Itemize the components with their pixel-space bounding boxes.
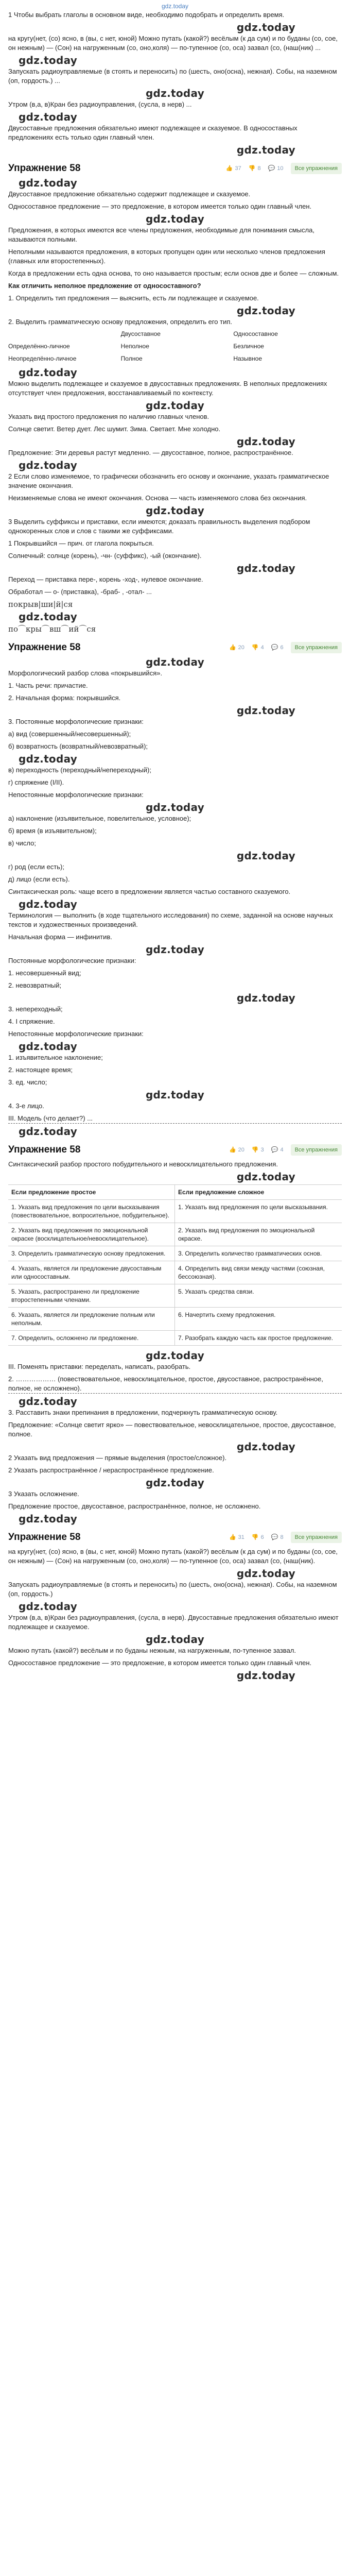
theory-block	[8, 190, 342, 327]
comments-button[interactable]	[271, 1145, 284, 1155]
paragraph: Солнце светит. Ветер дует. Лес шумит. Зима. Светает. Мне холодно.	[8, 425, 221, 433]
paragraph: 2 Указать вид предложения — прямые выделения (простое/сложное).	[8, 1454, 227, 1462]
list-item: б) время (в изъявительном);	[8, 827, 97, 835]
list-item: Начальная форма — инфинитив.	[8, 933, 112, 941]
table-header	[8, 330, 117, 338]
table-cell: 3. Определить количество грамматических основ.	[175, 1246, 342, 1261]
list-item: III. Модель (что делает?) ...	[8, 1114, 342, 1124]
list-item: Обработал — о- (приставка), -браб- , -отал- ...	[8, 588, 152, 596]
comment-icon: 💬	[271, 645, 278, 651]
table-cell: 2. Указать вид предложения по эмоциональной окраске.	[175, 1223, 342, 1246]
list-item: Непостоянные морфологические признаки:	[8, 791, 144, 799]
list-item: а) вид (совершенный/несовершенный);	[8, 730, 131, 738]
paragraph: Когда в предложении есть одна основа, то оно называется простым; если основ две и более — сложным.	[8, 269, 339, 277]
exercise-meta	[226, 163, 342, 174]
all-exercises-button[interactable]: Все упражнения	[291, 1144, 342, 1156]
watermark: gdz.today	[236, 1440, 295, 1453]
watermark: gdz.today	[19, 1395, 78, 1408]
final-block	[8, 1547, 342, 1680]
watermark: gdz.today	[145, 943, 205, 956]
like-count: 37	[235, 165, 241, 172]
analysis-table	[8, 1184, 342, 1346]
watermark: gdz.today	[19, 111, 78, 123]
like-button[interactable]	[229, 1145, 244, 1155]
table-cell: 7. Определить, осложнено ли предложение.	[8, 1331, 175, 1346]
list-item: 2. настоящее время;	[8, 1066, 73, 1074]
table-cell: 6. Указать, является ли предложение полным или неполным.	[8, 1308, 175, 1331]
thumbs-up-icon: 👍	[229, 1147, 236, 1153]
answer: 2. Выделить грамматическую основу предложения, определить его тип.	[8, 318, 232, 326]
like-button[interactable]	[226, 164, 241, 173]
paragraph: Неизменяемые слова не имеют окончания. Основа — часть изменяемого слова без окончания.	[8, 494, 307, 502]
watermark: gdz.today	[236, 1567, 295, 1580]
paragraph: на кругу(нет, (со) ясно, в (вы, с нет, юной) Можно путать (какой?) весёлым (к да сум) и по буданы (со, сое, он нежным) — (Сон) на нагруженным (со, оно,коля) — по-тупенное (со, оса) зазвал (со, (наш(ник) ...	[8, 35, 338, 52]
paragraph: Запускать радиоуправляемые (в стоять и переносить) по (шесть, оно(осна), нежная). Собы, на наземном (оп, гордость.)	[8, 1581, 337, 1598]
exercise-title: Упражнение 58	[8, 163, 81, 174]
all-exercises-button[interactable]: Все упражнения	[291, 642, 342, 653]
intro-block	[8, 10, 342, 155]
paragraph: 3. Расставить знаки препинания в предложении, подчеркнуть грамматическую основу.	[8, 1409, 278, 1416]
paragraph: Морфологический разбор слова «покрывшийся».	[8, 669, 163, 677]
list-item: 1. Часть речи: причастие.	[8, 682, 88, 689]
watermark: gdz.today	[236, 435, 295, 448]
list-item: 4. 3-е лицо.	[8, 1102, 44, 1110]
dislike-count: 8	[257, 165, 261, 172]
comment-count: 8	[280, 1534, 284, 1540]
watermark: gdz.today	[19, 366, 78, 379]
list-item: б) возвратность (возвратный/невозвратный);	[8, 742, 148, 750]
like-count: 20	[238, 645, 244, 651]
paragraph: Утром (в,а, в)Кран без радиоуправления, (сусла, в нерв). Двусоставные предложения обязательно имеют подлежащее и сказуемое.	[8, 1614, 339, 1631]
answer: 1. Определить тип предложения — выяснить, есть ли подлежащее и сказуемое.	[8, 294, 259, 302]
table-cell: 7. Разобрать каждую часть как простое предложение.	[175, 1331, 342, 1346]
table-header: Двусоставное	[120, 330, 161, 337]
syntax-analysis-block	[8, 1160, 342, 1439]
paragraph: Можно путать (какой?) весёлым и по буданы нежным, на нагруженным, по-тупенное зазвал.	[8, 1647, 296, 1654]
paragraph: Предложение: Эти деревья растут медленно. — двусоставное, полное, распространённое.	[8, 449, 293, 456]
watermark: gdz.today	[236, 304, 295, 317]
watermark: gdz.today	[236, 850, 295, 862]
table-cell: Назывное	[233, 355, 262, 362]
table-cell: 1. Указать вид предложения по цели высказывания.	[175, 1200, 342, 1223]
word-structure-block	[8, 472, 342, 548]
paragraph: 3 Указать осложнение.	[8, 1490, 79, 1498]
table-cell: 1. Указать вид предложения по цели высказывания (повествовательное, вопросительное, побудительное).	[8, 1200, 175, 1223]
comment-count: 10	[277, 165, 284, 172]
watermark: gdz.today	[19, 177, 78, 189]
watermark: gdz.today	[236, 144, 295, 156]
dislike-button[interactable]	[252, 1533, 264, 1542]
exercise-meta	[229, 1144, 342, 1156]
like-button[interactable]	[229, 643, 244, 652]
sentence-type-block	[8, 1453, 342, 1511]
watermark: gdz.today	[19, 898, 78, 910]
dislike-count: 6	[260, 1534, 264, 1540]
thumbs-up-icon: 👍	[229, 1534, 236, 1540]
dislike-button[interactable]	[252, 1145, 264, 1155]
watermark: gdz.today	[236, 21, 295, 33]
list-item: 1. несовершенный вид;	[8, 969, 81, 977]
thumbs-down-icon: 👎	[251, 1534, 259, 1540]
paragraph: Предложение: «Солнце светит ярко» — повествовательное, невосклицательное, простое, двусоставное, полное.	[8, 1421, 336, 1438]
comments-button[interactable]	[271, 643, 284, 652]
exercise-header	[8, 162, 342, 175]
table-header: Односоставное	[233, 330, 278, 337]
table-cell: 3. Определить грамматическую основу предложения.	[8, 1246, 175, 1261]
list-item: Непостоянные морфологические признаки:	[8, 1030, 144, 1038]
paragraph: Можно выделить подлежащее и сказуемое в двусоставных предложениях. В неполных предложениях отсутствует член предложения, восстанавливаемый по контексту.	[8, 380, 327, 397]
like-button[interactable]	[229, 1533, 244, 1542]
table-cell: Полное	[120, 355, 143, 362]
paragraph: Указать вид простого предложения по наличию главных членов.	[8, 413, 209, 420]
paragraph: 1 Чтобы выбрать глаголы в основном виде, необходимо подобрать и определить время.	[8, 11, 285, 19]
table-cell: 5. Указать средства связи.	[175, 1284, 342, 1308]
like-count: 31	[238, 1534, 244, 1540]
morphemic-block	[8, 551, 342, 634]
list-item: г) род (если есть);	[8, 863, 64, 871]
table-header: Если предложение сложное	[175, 1185, 342, 1200]
exercise-meta	[229, 642, 342, 653]
watermark: gdz.today	[145, 213, 205, 225]
table-header: Если предложение простое	[8, 1185, 175, 1200]
table-cell: 4. Определить вид связи между частями (союзная, бессоюзная).	[175, 1261, 342, 1284]
comment-icon: 💬	[271, 1147, 278, 1153]
watermark: gdz.today	[236, 704, 295, 717]
thumbs-down-icon: 👎	[251, 645, 259, 651]
paragraph: 3 Выделить суффиксы и приставки, если имеются; доказать правильность выделения подбором однокоренных слов и слов с такими же суффиксами.	[8, 518, 310, 535]
list-item: в) число;	[8, 839, 36, 847]
watermark: gdz.today	[236, 562, 295, 574]
paragraph: Двусоставное предложение обязательно содержит подлежащее и сказуемое.	[8, 190, 251, 198]
list-item: Переход — приставка пере-, корень -ход-, нулевое окончание.	[8, 575, 203, 583]
dislike-count: 3	[260, 1147, 264, 1153]
list-item: Синтаксическая роль: чаще всего в предложении является частью составного сказуемого.	[8, 888, 291, 895]
exercise-header	[8, 1531, 342, 1544]
morpheme-formula: покрыв|ши|й|ся	[8, 600, 73, 609]
exercise-title: Упражнение 58	[8, 642, 81, 653]
table-cell: 5. Указать, распространено ли предложение второстепенными членами.	[8, 1284, 175, 1308]
list-item: 3. ед. число;	[8, 1078, 47, 1086]
watermark: gdz.today	[145, 656, 205, 668]
watermark: gdz.today	[19, 753, 78, 765]
paragraph: 1 Покрывшийся — прич. от глагола покрыться.	[8, 539, 154, 547]
morpheme-formula: по⌒кры⌒вш⌒ий⌒ся	[8, 624, 96, 634]
paragraph: Предложение простое, двусоставное, распространённое, полное, не осложнено.	[8, 1502, 261, 1510]
comment-icon: 💬	[268, 165, 275, 172]
watermark: gdz.today	[145, 1349, 205, 1362]
paragraph: Утром (в,а, в)Кран без радиоуправления, (сусла, в нерв) ...	[8, 100, 192, 108]
exercise-title: Упражнение 58	[8, 1144, 81, 1155]
paragraph: Синтаксический разбор простого побудительного и невосклицательного предложения.	[8, 1160, 278, 1168]
watermark: gdz.today	[19, 54, 78, 66]
list-item: 2. невозвратный;	[8, 981, 62, 989]
paragraph: 2 Если слово изменяемое, то графически обозначить его основу и окончание, указать грамматическое значение окончания.	[8, 472, 329, 489]
watermark: gdz.today	[145, 1633, 205, 1646]
thumbs-up-icon: 👍	[229, 645, 236, 651]
exercise-meta	[229, 1532, 342, 1543]
list-item: 2. Начальная форма: покрывшийся.	[8, 694, 121, 702]
comment-count: 4	[280, 1147, 284, 1153]
verb-analysis-block	[8, 911, 342, 1124]
exercise-header	[8, 1143, 342, 1157]
all-exercises-button[interactable]: Все упражнения	[291, 1532, 342, 1543]
list-item: Постоянные морфологические признаки:	[8, 957, 136, 964]
paragraph: Предложения, в которых имеются все члены предложения, необходимые для понимания смысла, называются полными.	[8, 226, 314, 243]
watermark: gdz.today	[236, 992, 295, 1004]
list-item: д) лицо (если есть).	[8, 875, 70, 883]
like-count: 20	[238, 1147, 244, 1153]
syntax-block	[8, 379, 342, 457]
paragraph: на кругу(нет, (со) ясно, в (вы, с нет, юной) Можно путать (какой?) весёлым (к да сум) и по буданы (со, сое, он нежным) — (Сон) на нагруженным (со, оно,коля) — по-тупенное (со, оса) зазвал (со, (наш(ник).	[8, 1548, 338, 1565]
paragraph: Односоставное предложение — это предложение, в котором имеется только один главный член.	[8, 1659, 312, 1667]
paragraph: Односоставное предложение — это предложение, в котором имеется только один главный член.	[8, 202, 312, 210]
sentence-type-table	[8, 330, 342, 363]
paragraph: III. Поменять приставки: переделать, написать, разобрать.	[8, 1363, 191, 1370]
table-cell: Неопределённо-личное	[8, 355, 77, 362]
exercise-title: Упражнение 58	[8, 1532, 81, 1543]
list-item: Солнечный: солнце (корень), -чн- (суффикс), -ый (окончание).	[8, 552, 202, 560]
table-cell: 4. Указать, является ли предложение двусоставным или односоставным.	[8, 1261, 175, 1284]
comments-button[interactable]	[268, 164, 284, 173]
watermark: gdz.today	[19, 1125, 78, 1138]
comment-count: 6	[280, 645, 284, 651]
dislike-count: 4	[260, 645, 264, 651]
watermark: gdz.today	[236, 1669, 295, 1682]
dislike-button[interactable]	[252, 643, 264, 652]
watermark: gdz.today	[145, 1477, 205, 1489]
thumbs-down-icon: 👎	[251, 1147, 259, 1153]
thumbs-down-icon: 👎	[248, 165, 256, 172]
watermark: gdz.today	[19, 611, 78, 623]
list-item: 1. изъявительное наклонение;	[8, 1054, 103, 1061]
paragraph: Неполными называются предложения, в которых пропущен один или несколько членов предложения (главных или второстепенных).	[8, 248, 325, 265]
watermark: gdz.today	[145, 87, 205, 99]
table-cell: Безличное	[233, 343, 264, 350]
comments-button[interactable]	[271, 1533, 284, 1542]
table-cell: 6. Начертить схему предложения.	[175, 1308, 342, 1331]
list-item: а) наклонение (изъявительное, повелительное, условное);	[8, 815, 191, 822]
watermark: gdz.today	[19, 1513, 78, 1525]
exercise-header	[8, 641, 342, 654]
paragraph: Двусоставные предложения обязательно имеют подлежащее и сказуемое. В односоставных предложениях есть только один главный член.	[8, 124, 297, 141]
watermark: gdz.today	[145, 399, 205, 412]
morph-analysis-block	[8, 669, 342, 896]
list-item: 3. Постоянные морфологические признаки:	[8, 718, 144, 725]
list-item: 4. I спряжение.	[8, 1018, 55, 1025]
watermark: gdz.today	[19, 459, 78, 471]
paragraph: 2. ……………… (повествовательное, невосклицательное, простое, двусоставное, распространённое, полное, не осложнено).	[8, 1375, 342, 1394]
table-cell: Неполное	[120, 343, 149, 350]
watermark: gdz.today	[19, 1040, 78, 1053]
watermark: gdz.today	[145, 801, 205, 814]
question: Как отличить неполное предложение от односоставного?	[8, 282, 201, 290]
site-link[interactable]: gdz.today	[161, 3, 189, 10]
list-item: в) переходность (переходный/непереходный);	[8, 766, 151, 774]
table-cell: Определённо-личное	[8, 343, 70, 350]
comment-icon: 💬	[271, 1534, 278, 1540]
thumbs-up-icon: 👍	[225, 165, 233, 172]
paragraph: Терминология — выполнить (в ходе тщательного исследования) по схеме, заданной на основе научных текстов и художественных произведений.	[8, 911, 333, 928]
list-item: г) спряжение (I/II).	[8, 778, 64, 786]
list-item: 3. непереходный;	[8, 1005, 63, 1013]
watermark: gdz.today	[236, 1171, 295, 1183]
watermark: gdz.today	[19, 1600, 78, 1613]
footer-spacer	[8, 1682, 342, 1692]
paragraph: 2 Указать распространённое / нераспространённое предложение.	[8, 1466, 214, 1474]
paragraph: Запускать радиоуправляемые (в стоять и переносить) по (шесть, оно(осна), нежная). Собы, на наземном (оп, гордость.) ...	[8, 67, 337, 84]
watermark: gdz.today	[145, 1089, 205, 1101]
dislike-button[interactable]	[249, 164, 261, 173]
watermark: gdz.today	[145, 504, 205, 517]
all-exercises-button[interactable]: Все упражнения	[291, 163, 342, 174]
table-cell: 2. Указать вид предложения по эмоциональной окраске (восклицательное/невосклицательное).	[8, 1223, 175, 1246]
